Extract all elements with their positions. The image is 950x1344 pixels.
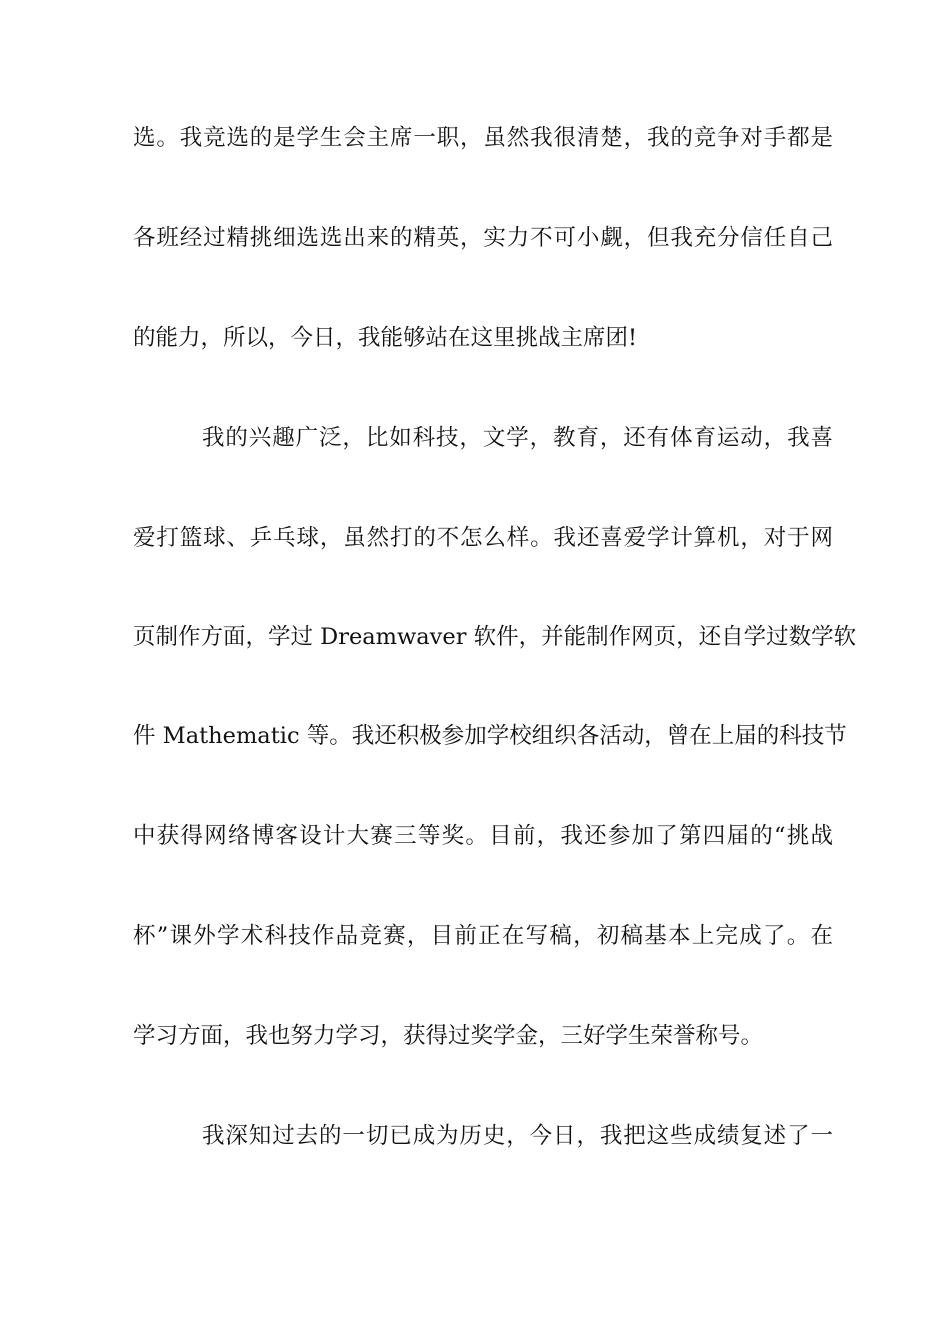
text-line: 各班经过精挑细选选出来的精英，实力不可小觑，但我充分信任自己 [133, 225, 833, 251]
text-line: 中获得网络博客设计大赛三等奖。目前，我还参加了第四届的“挑战 [133, 823, 833, 849]
text-line: 学习方面，我也努力学习，获得过奖学金，三好学生荣誉称号。 [133, 1023, 764, 1049]
text-line: 页制作方面，学过 Dreamwaver 软件，并能制作网页，还自学过数学软 [133, 624, 857, 650]
text-line: 杯”课外学术科技作品竞赛，目前正在写稿，初稿基本上完成了。在 [133, 923, 833, 949]
text-line: 选。我竞选的是学生会主席一职，虽然我很清楚，我的竞争对手都是 [133, 125, 833, 151]
paragraph-first-line: 我的兴趣广泛，比如科技，文学，教育，还有体育运动，我喜 [202, 425, 833, 451]
text-line: 爱打篮球、乒乓球，虽然打的不怎么样。我还喜爱学计算机，对于网 [133, 525, 833, 551]
text-line: 件 Mathematic 等。我还积极参加学校组织各活动，曾在上届的科技节 [133, 723, 847, 749]
paragraph-first-line: 我深知过去的一切已成为历史，今日，我把这些成绩复述了一 [202, 1123, 833, 1149]
text-line: 的能力，所以，今日，我能够站在这里挑战主席团! [133, 325, 638, 351]
